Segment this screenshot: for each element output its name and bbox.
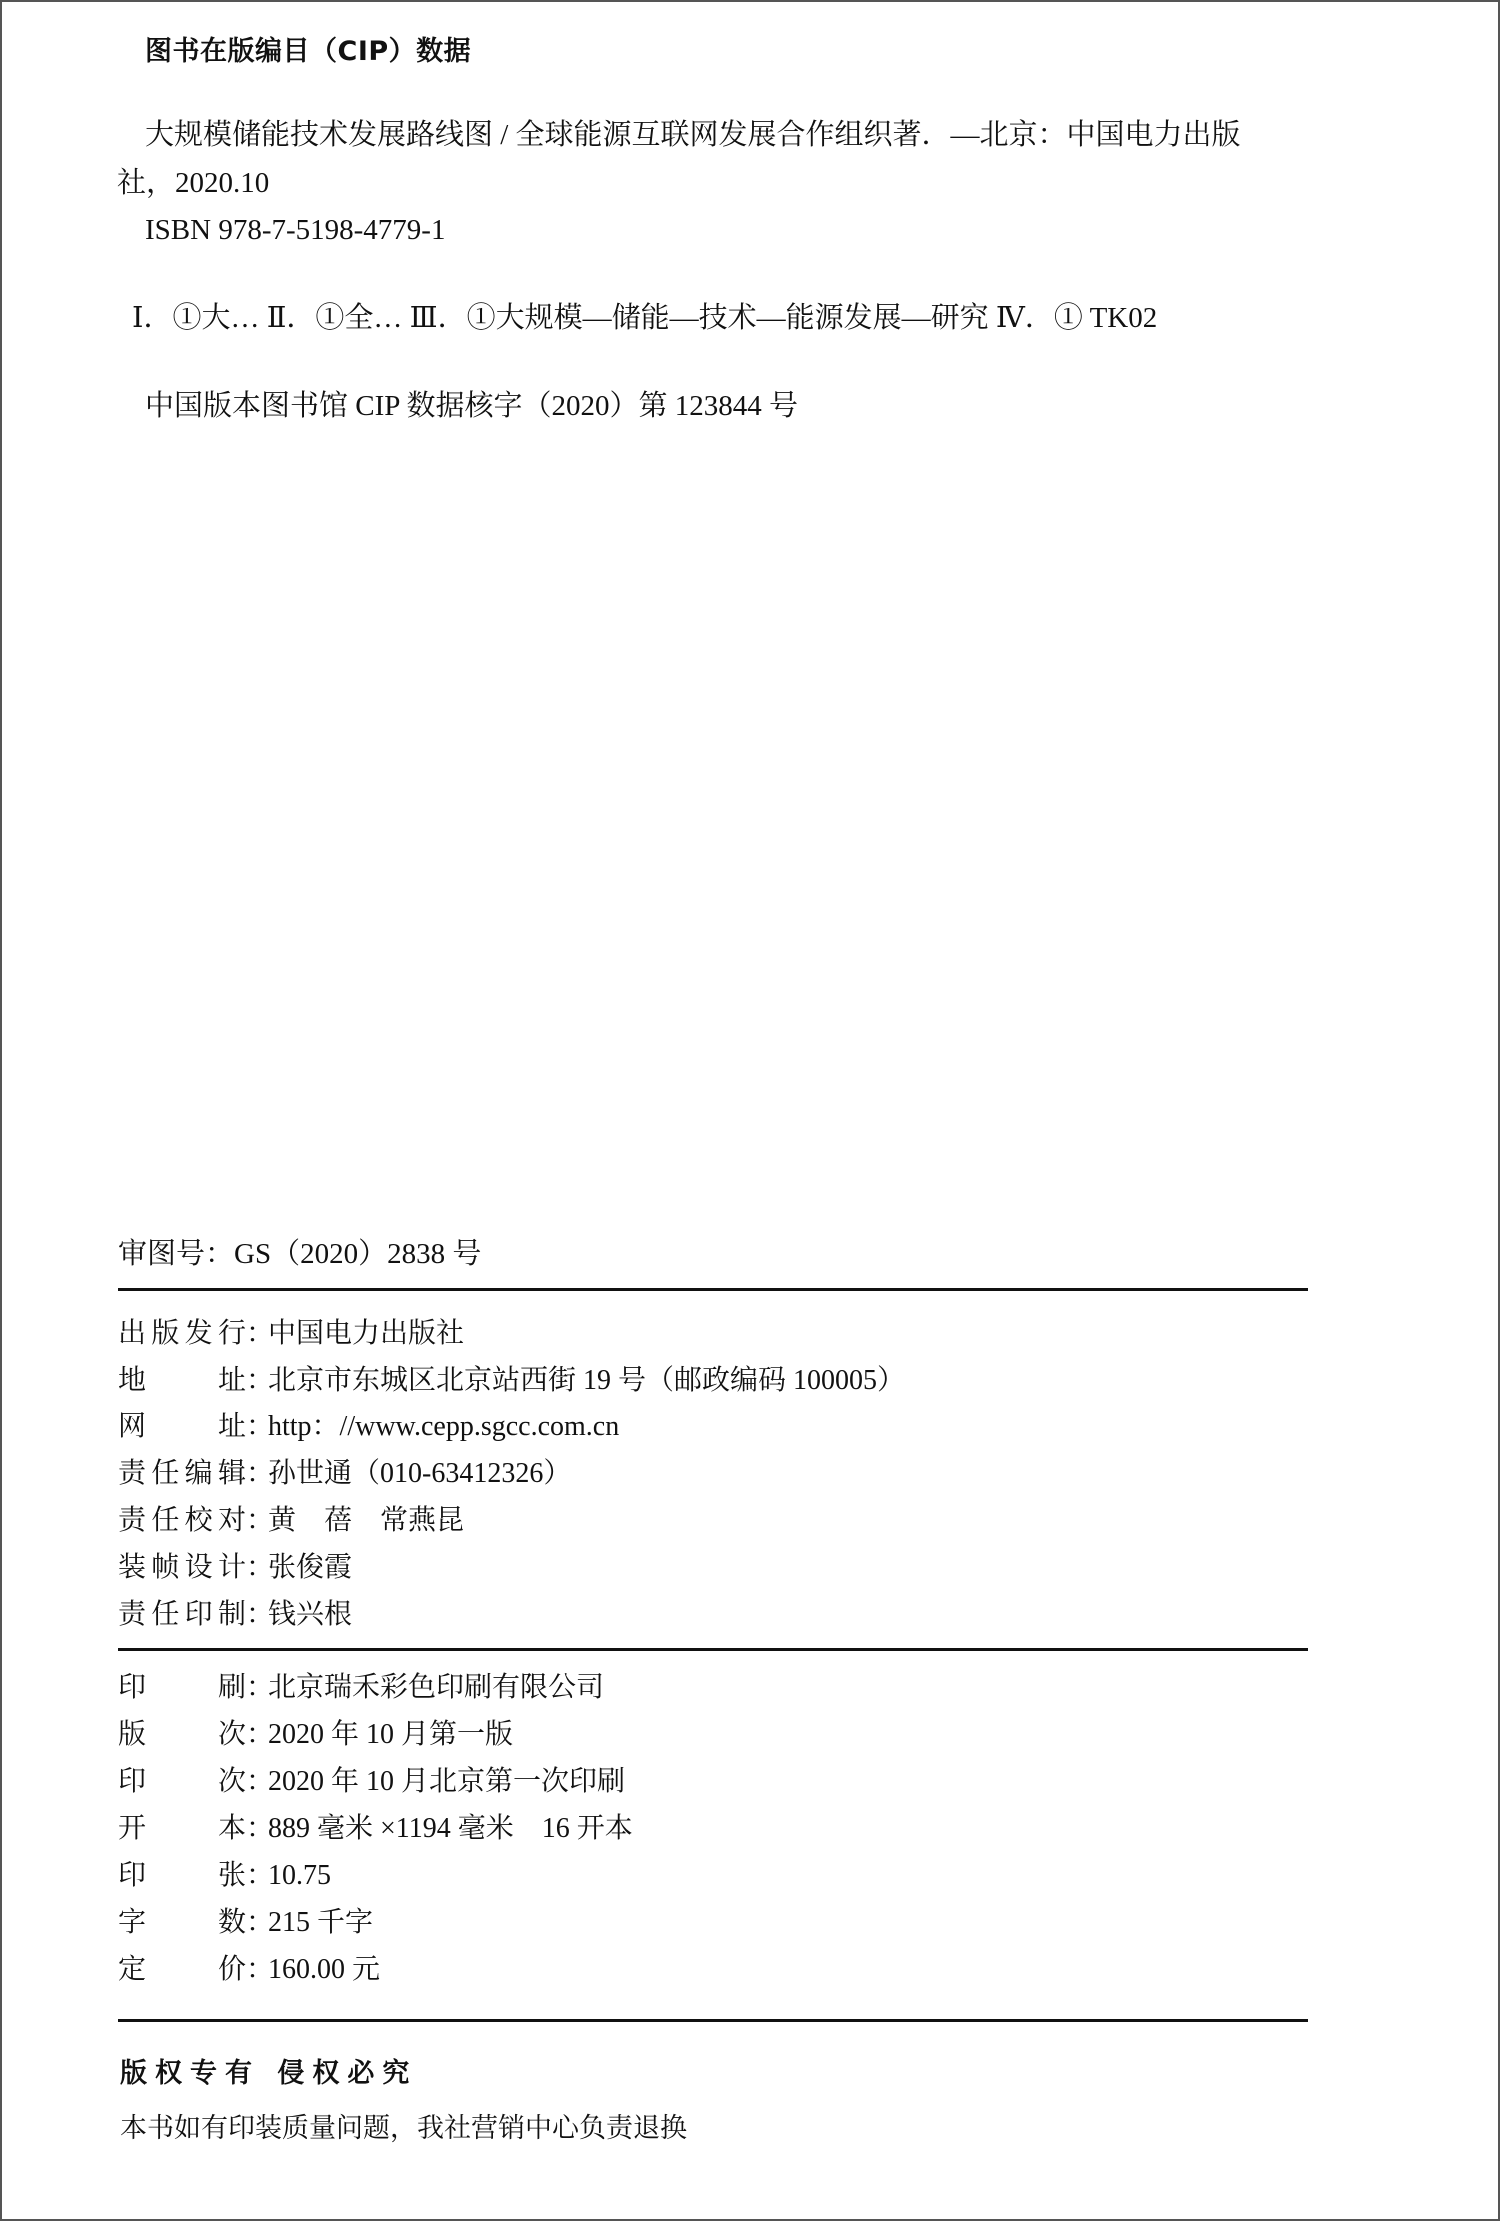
info-row-price: 定 价 ： 160.00 元 (118, 1950, 380, 1990)
info-value: 160.00 元 (268, 1954, 381, 1985)
info-value: 北京瑞禾彩色印刷有限公司 (268, 1672, 605, 1703)
info-row-publisher: 出 版 发 行 ： 中国电力出版社 (118, 1314, 464, 1354)
info-value: 钱兴根 (268, 1599, 353, 1630)
info-label: 地 址 (118, 1365, 246, 1396)
divider (118, 1648, 1308, 1651)
cip-number: 中国版本图书馆 CIP 数据核字（2020）第 123844 号 (145, 390, 799, 422)
info-row-editor: 责 任 编 辑 ： 孙世通（010-63412326） (118, 1454, 571, 1494)
info-value: 2020 年 10 月第一版 (268, 1719, 514, 1750)
divider (118, 2019, 1308, 2022)
info-label: 印 张 (118, 1860, 246, 1891)
info-label: 版 次 (118, 1719, 246, 1750)
info-label: 字 数 (118, 1907, 246, 1938)
info-row-sheets: 印 张 ： 10.75 (118, 1856, 331, 1896)
info-label: 责 任 校 对 (118, 1505, 246, 1536)
info-value: 张俊霞 (268, 1552, 353, 1583)
info-label: 定 价 (118, 1954, 246, 1985)
info-label: 网 址 (118, 1411, 246, 1442)
info-row-edition: 版 次 ： 2020 年 10 月第一版 (118, 1715, 513, 1755)
info-row-website: 网 址 ： http：//www.cepp.sgcc.com.cn (118, 1407, 619, 1447)
copyright-notice: 版权专有 侵权必究 (120, 2058, 418, 2089)
info-row-printer: 印 刷 ： 北京瑞禾彩色印刷有限公司 (118, 1668, 604, 1708)
info-label: 责 任 印 制 (118, 1599, 246, 1630)
info-value: 中国电力出版社 (268, 1318, 465, 1349)
cip-classification: Ⅰ．①大… Ⅱ．①全… Ⅲ．①大规模—储能—技术—能源发展—研究 Ⅳ．① TK02 (132, 302, 1158, 334)
info-row-format: 开 本 ： 889 毫米 ×1194 毫米 16 开本 (118, 1809, 633, 1849)
cip-title-line-1: 大规模储能技术发展路线图 / 全球能源互联网发展合作组织著．—北京：中国电力出版 (145, 119, 1241, 151)
info-value: 北京市东城区北京站西街 19 号（邮政编码 100005） (268, 1365, 906, 1396)
cip-title-line-2: 社，2020.10 (117, 167, 270, 199)
info-label: 印 次 (118, 1766, 246, 1797)
info-value: 黄 蓓 常燕昆 (268, 1505, 465, 1536)
info-row-proofreader: 责 任 校 对 ： 黄 蓓 常燕昆 (118, 1501, 464, 1541)
info-label: 装 帧 设 计 (118, 1552, 246, 1583)
divider (118, 1288, 1308, 1291)
info-row-printing: 印 次 ： 2020 年 10 月北京第一次印刷 (118, 1762, 625, 1802)
quality-note: 本书如有印装质量问题，我社营销中心负责退换 (120, 2113, 687, 2144)
info-label: 印 刷 (118, 1672, 246, 1703)
map-approval-number: 审图号：GS（2020）2838 号 (118, 1238, 482, 1270)
info-value: 889 毫米 ×1194 毫米 16 开本 (268, 1813, 633, 1844)
info-row-word-count: 字 数 ： 215 千字 (118, 1903, 373, 1943)
cip-isbn: ISBN 978-7-5198-4779-1 (145, 214, 446, 246)
info-row-address: 地 址 ： 北京市东城区北京站西街 19 号（邮政编码 100005） (118, 1361, 905, 1401)
info-value: 2020 年 10 月北京第一次印刷 (268, 1766, 626, 1797)
info-label: 责 任 编 辑 (118, 1458, 246, 1489)
info-row-print-supervisor: 责 任 印 制 ： 钱兴根 (118, 1595, 352, 1635)
info-value: 215 千字 (268, 1907, 374, 1938)
website-link[interactable]: http：//www.cepp.sgcc.com.cn (268, 1411, 620, 1442)
info-value: 孙世通（010-63412326） (268, 1458, 572, 1489)
info-label: 开 本 (118, 1813, 246, 1844)
cip-heading: 图书在版编目（CIP）数据 (145, 36, 472, 67)
info-row-designer: 装 帧 设 计 ： 张俊霞 (118, 1548, 352, 1588)
info-value: 10.75 (268, 1860, 331, 1891)
info-label: 出 版 发 行 (118, 1318, 246, 1349)
